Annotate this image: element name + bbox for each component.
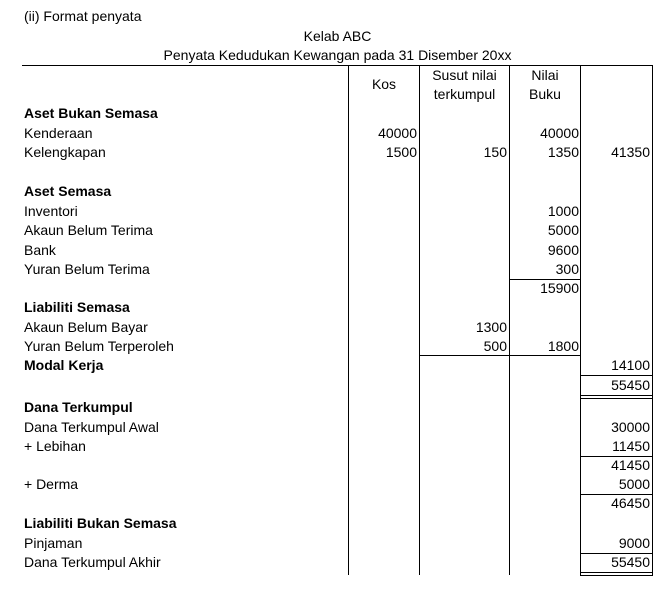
row-label-akaun-belum-bayar: Akaun Belum Bayar [24,319,148,335]
row-label-bank: Bank [24,242,56,258]
subtotal-rule-liabiliti-semasa [419,355,510,356]
row-label-lebihan: + Lebihan [24,438,86,454]
column-header-kos: Kos [371,76,397,92]
column-divider-kos-right [419,65,420,575]
row-label-akaun-belum-terima: Akaun Belum Terima [24,222,153,238]
derma-total: 5000 [618,476,650,492]
akaun-belum-bayar-amount: 1300 [475,319,507,335]
bank-nilai: 9600 [547,242,579,258]
row-label-kenderaan: Kenderaan [24,125,93,141]
row-label-derma: + Derma [24,476,79,492]
column-divider-susut-right [509,65,510,575]
statement-title: Kelab ABC [303,28,372,44]
column-header-susut-line1: Susut nilai [432,67,497,83]
pinjaman-total: 9000 [618,535,650,551]
row-label-pinjaman: Pinjaman [24,535,83,551]
row-label-dana-terkumpul-awal: Dana Terkumpul Awal [24,419,159,435]
row-label-modal-kerja: Modal Kerja [24,357,104,373]
kenderaan-kos: 40000 [378,125,417,141]
grand-total-assets: 55450 [611,377,650,393]
row-label-kelengkapan: Kelengkapan [24,144,106,160]
heading-dana-terkumpul: Dana Terkumpul [24,399,133,415]
dana-terkumpul-akhir-total: 55450 [611,554,650,570]
statement-subtitle: Penyata Kedudukan Kewangan pada 31 Disember 20xx [163,47,512,63]
yuran-belum-terima-nilai: 300 [555,261,579,277]
aset-semasa-subtotal: 15900 [540,280,579,296]
dana-subtotal-1: 41450 [611,457,650,473]
row-label-inventori: Inventori [24,203,78,219]
kelengkapan-nilai: 1350 [547,144,579,160]
heading-aset-semasa: Aset Semasa [24,183,112,199]
row-label-yuran-belum-terperoleh: Yuran Belum Terperoleh [24,338,174,354]
column-divider-nilai-right [580,65,581,575]
kelengkapan-susut: 150 [483,144,507,160]
liabiliti-semasa-total: 1800 [547,338,579,354]
heading-liabiliti-bukan-semasa: Liabiliti Bukan Semasa [24,515,177,531]
rule-nilai-modal-kerja [509,355,581,356]
yuran-belum-terperoleh-amount: 500 [483,338,507,354]
akaun-belum-terima-nilai: 5000 [547,222,579,238]
kenderaan-nilai: 40000 [540,125,579,141]
rule-grand-total-double-1 [580,395,653,396]
heading-aset-bukan-semasa: Aset Bukan Semasa [24,105,158,121]
row-label-yuran-belum-terima: Yuran Belum Terima [24,261,150,277]
column-header-susut-line2: terkumpul [433,86,496,102]
kelengkapan-kos: 1500 [385,144,417,160]
rule-grand-total-double-2 [580,398,653,399]
section-label: (ii) Format penyata [24,8,142,24]
column-header-nilai-line1: Nilai [531,67,559,83]
inventori-nilai: 1000 [547,203,579,219]
column-divider-kos-left [348,65,349,575]
rule-grand-total-top [580,375,653,376]
column-header-nilai-line2: Buku [529,86,561,102]
row-label-dana-terkumpul-akhir: Dana Terkumpul Akhir [24,554,161,570]
rule-final-double-1 [580,572,653,573]
dana-subtotal-2: 46450 [611,495,650,511]
heading-liabiliti-semasa: Liabiliti Semasa [24,299,130,315]
column-divider-total-right [652,65,653,575]
dana-terkumpul-awal-total: 30000 [611,419,650,435]
aset-bukan-semasa-total: 41350 [611,144,650,160]
modal-kerja-total: 14100 [611,357,650,373]
lebihan-total: 11450 [612,438,650,454]
rule-final-double-2 [580,575,653,576]
